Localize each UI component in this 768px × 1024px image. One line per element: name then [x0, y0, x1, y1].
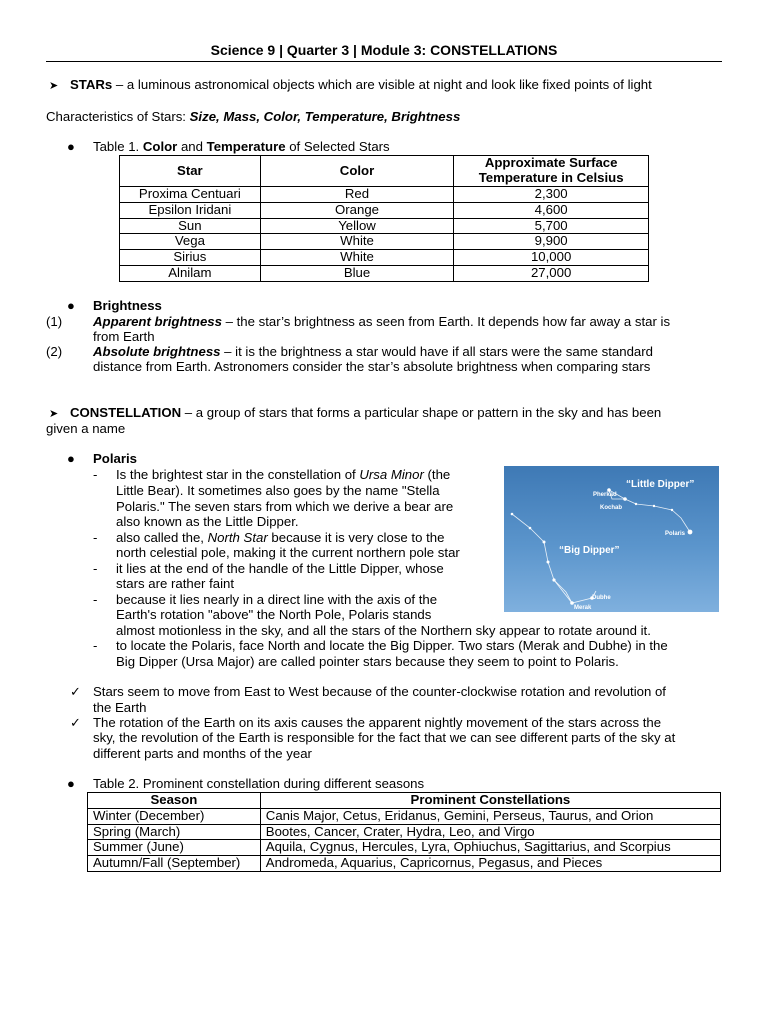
table-cell: Proxima Centuari: [120, 187, 261, 203]
polaris-point-3-line: stars are rather faint: [116, 576, 235, 591]
table1-caption-prefix: Table 1.: [93, 139, 143, 154]
apparent-brightness-text: – the star’s brightness as seen from Earth. It depends how far away a star is: [221, 314, 671, 329]
bullet-icon: ●: [67, 451, 75, 466]
table-row: [120, 218, 649, 234]
table-header-cell: Prominent Constellations: [260, 793, 720, 809]
table-row: [120, 250, 649, 266]
table-row: [88, 808, 721, 824]
table-cell: Orange: [260, 202, 454, 218]
check-item-2: The rotation of the Earth on its axis causes the apparent nightly movement of the stars across the: [93, 715, 662, 730]
brightness-item1-num: (1): [46, 314, 63, 329]
table-header-cell: Star: [120, 156, 261, 187]
star-icon: [552, 578, 555, 581]
text: also called the,: [116, 530, 208, 545]
brightness-item2-cont: distance from Earth. Astronomers consider the star’s absolute brightness when comparing stars: [93, 359, 651, 374]
table-cell: Winter (December): [88, 808, 261, 824]
polaris-point-4: because it lies nearly in a direct line with the axis of the: [116, 592, 438, 607]
table-header-cell: Season: [88, 793, 261, 809]
table-cell: Bootes, Cancer, Crater, Hydra, Leo, and Virgo: [260, 824, 720, 840]
table1-caption: [93, 139, 390, 155]
polaris-heading: Polaris: [93, 451, 137, 466]
polaris-label: Polaris: [665, 531, 686, 537]
table-cell: Canis Major, Cetus, Eridanus, Gemini, Perseus, Taurus, and Orion: [260, 808, 720, 824]
bullet-icon: ●: [67, 139, 75, 154]
arrow-bullet-icon: ➤: [49, 80, 59, 92]
table-header-row: [88, 793, 721, 809]
table-cell: 9,900: [454, 234, 649, 250]
star-icon: [543, 541, 546, 544]
text: Is the brightest star in the constellation of: [116, 467, 360, 482]
stars-text: – a luminous astronomical objects which are visible at night and look like fixed points of light: [112, 77, 652, 92]
little-dipper-label: “Little Dipper”: [626, 479, 695, 490]
dash-icon: -: [93, 592, 98, 607]
polaris-point-4-line: almost motionless in the sky, and all the stars of the Northern sky appear to rotate around it.: [116, 623, 651, 638]
characteristics-line: [46, 109, 460, 125]
brightness-item2: [93, 344, 653, 360]
text: because it is very close to the: [267, 530, 445, 545]
star-icon: [547, 561, 550, 564]
table-cell: 4,600: [454, 202, 649, 218]
star-icon: [511, 513, 514, 516]
table-cell: Red: [260, 187, 454, 203]
polaris-point-5: to locate the Polaris, face North and locate the Big Dipper. Two stars (Merak and Dubhe) in the: [116, 638, 668, 653]
constellation-term: CONSTELLATION: [70, 405, 182, 420]
big-dipper-line: [512, 514, 596, 603]
table-cell: 2,300: [454, 187, 649, 203]
table-cell: Epsilon Iridani: [120, 202, 261, 218]
star-icon: [653, 505, 655, 507]
constellation-text: – a group of stars that forms a particular shape or pattern in the sky and has been: [181, 405, 662, 420]
table1-caption-suffix: of Selected Stars: [285, 139, 390, 154]
absolute-brightness-term: Absolute brightness: [93, 344, 221, 359]
stars-definition: [70, 77, 652, 93]
dipper-figure: [504, 466, 719, 612]
check-item-1-cont: the Earth: [93, 700, 147, 715]
star-icon: [529, 527, 532, 530]
table-cell: White: [260, 250, 454, 266]
table-cell: Sun: [120, 218, 261, 234]
characteristics-label: Characteristics of Stars:: [46, 109, 190, 124]
dash-icon: -: [93, 530, 98, 545]
star-icon: [635, 503, 637, 505]
brightness-heading: Brightness: [93, 298, 162, 313]
table-cell: Sirius: [120, 250, 261, 266]
dash-icon: -: [93, 638, 98, 653]
stars-term: STARs: [70, 77, 113, 92]
star-icon: [671, 509, 673, 511]
polaris-point-1-line: Little Bear). It sometimes also goes by the name "Stella: [116, 483, 440, 498]
table2-caption: Table 2. Prominent constellation during different seasons: [93, 776, 425, 791]
polaris-point-1-line: Polaris." The seven stars from which we derive a bear are: [116, 499, 454, 514]
table-row: [120, 202, 649, 218]
table-cell: Blue: [260, 265, 454, 281]
table1-caption-color: Color: [142, 139, 178, 154]
star-icon: [623, 497, 627, 501]
polaris-star-icon: [688, 530, 693, 535]
dash-icon: -: [93, 467, 98, 482]
constellation-definition: [70, 405, 661, 421]
brightness-item2-num: (2): [46, 344, 63, 359]
table-row: [88, 840, 721, 856]
page-title: Science 9 | Quarter 3 | Module 3: CONSTELLATIONS: [210, 42, 558, 58]
bullet-icon: ●: [67, 776, 75, 791]
color-temperature-table: [119, 155, 649, 282]
table-cell: Alnilam: [120, 265, 261, 281]
dash-icon: -: [93, 561, 98, 576]
kochab-label: Kochab: [600, 505, 623, 511]
pherkad-label: Pherkad: [593, 492, 617, 498]
table1-caption-and: and: [177, 139, 207, 154]
bullet-icon: ●: [67, 298, 75, 313]
checkmark-icon: ✓: [70, 684, 82, 699]
polaris-point-4-line: Earth's rotation "above" the North Pole, Polaris stands: [116, 607, 432, 622]
ursa-minor-text: Ursa Minor: [359, 467, 424, 482]
table-cell: Aquila, Cygnus, Hercules, Lyra, Ophiuchus, Sagittarius, and Scorpius: [260, 840, 720, 856]
little-dipper-line: [609, 490, 690, 532]
polaris-point-3: it lies at the end of the handle of the Little Dipper, whose: [116, 561, 444, 576]
table-cell: 5,700: [454, 218, 649, 234]
check-item-2-cont: different parts and months of the year: [93, 746, 312, 761]
table-header-row: [120, 156, 649, 187]
table-row: [120, 187, 649, 203]
big-dipper-label: “Big Dipper”: [559, 545, 620, 556]
arrow-bullet-icon: ➤: [49, 408, 59, 420]
brightness-item1: [93, 314, 670, 330]
table-cell: White: [260, 234, 454, 250]
characteristics-items: Size, Mass, Color, Temperature, Brightness: [189, 109, 461, 124]
table-row: [120, 234, 649, 250]
north-star-text: North Star: [207, 530, 268, 545]
table-cell: Spring (March): [88, 824, 261, 840]
table-cell: 10,000: [454, 250, 649, 266]
table-row: [88, 824, 721, 840]
table-cell: Autumn/Fall (September): [88, 856, 261, 872]
polaris-point-2-line: north celestial pole, making it the current northern pole star: [116, 545, 460, 560]
constellation-definition-cont: given a name: [46, 421, 126, 436]
table-header-cell: Approximate Surface Temperature in Celsius: [454, 156, 649, 187]
table-cell: 27,000: [454, 265, 649, 281]
polaris-point-2: [116, 530, 444, 546]
table-cell: Vega: [120, 234, 261, 250]
merak-label: Merak: [574, 605, 592, 611]
table-header-cell: Color: [260, 156, 454, 187]
title-divider: [46, 61, 722, 62]
apparent-brightness-term: Apparent brightness: [93, 314, 222, 329]
table-cell: Summer (June): [88, 840, 261, 856]
polaris-point-1-line: also known as the Little Dipper.: [116, 514, 299, 529]
polaris-point-5-line: Big Dipper (Ursa Major) are called pointer stars because they seem to point to Polaris.: [116, 654, 619, 669]
table-cell: Andromeda, Aquarius, Capricornus, Pegasus, and Pieces: [260, 856, 720, 872]
absolute-brightness-text: – it is the brightness a star would have if all stars were the same standard: [220, 344, 653, 359]
brightness-item1-cont: from Earth: [93, 329, 155, 344]
dipper-diagram: [504, 466, 719, 612]
check-item-1: Stars seem to move from East to West because of the counter-clockwise rotation and revolution of: [93, 684, 666, 699]
checkmark-icon: ✓: [70, 715, 82, 730]
table-cell: Yellow: [260, 218, 454, 234]
table-row: [88, 856, 721, 872]
seasonal-constellations-table: [87, 792, 721, 872]
polaris-point-1: [116, 467, 450, 483]
table1-caption-temp: Temperature: [206, 139, 286, 154]
table-row: [120, 265, 649, 281]
check-item-2-cont: sky, the revolution of the Earth is responsible for the fact that we can see different parts of the sky at: [93, 730, 676, 745]
text: (the: [423, 467, 451, 482]
dubhe-label: Dubhe: [592, 595, 611, 601]
